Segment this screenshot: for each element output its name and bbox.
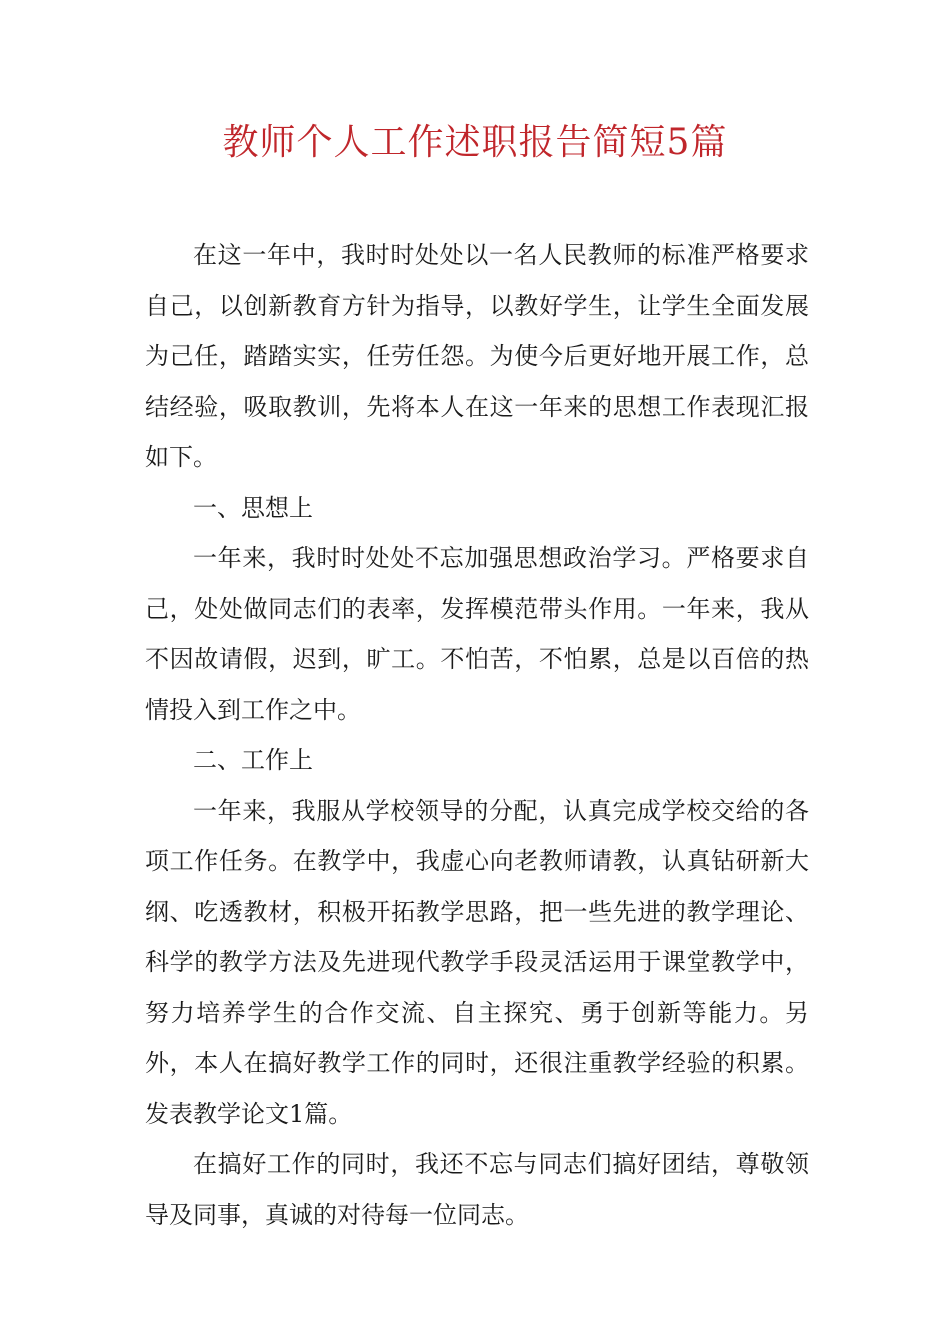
paragraph-intro: 在这一年中，我时时处处以一名人民教师的标准严格要求自己，以创新教育方针为指导，以教好学生，让学生全面发展为己任，踏踏实实，任劳任怨。为使今后更好地开展工作，总结经验，吸取教训，先将本人在这一年来的思想工作表现汇报如下。 — [145, 241, 809, 471]
section-heading-thought: 一、思想上 — [193, 493, 313, 522]
paragraph-thought: 一年来，我时时处处不忘加强思想政治学习。严格要求自己，处处做同志们的表率，发挥模范带头作用。一年来，我从不因故请假，迟到，旷工。不怕苦，不怕累，总是以百倍的热情投入到工作之中。 — [145, 544, 809, 724]
paragraph-work: 一年来，我服从学校领导的分配，认真完成学校交给的各项工作任务。在教学中，我虚心向老教师请教，认真钻研新大纲、吃透教材，积极开拓教学思路，把一些先进的教学理论、科学的教学方法及先进现代教学手段灵活运用于课堂教学中，努力培养学生的合作交流、自主探究、勇于创新等能力。另外，本人在搞好教学工作的同时，还很注重教学经验的积累。发表教学论文1篇。 — [145, 796, 809, 1128]
paragraph-unity: 在搞好工作的同时，我还不忘与同志们搞好团结，尊敬领导及同事，真诚的对待每一位同志。 — [145, 1150, 809, 1229]
section-heading-work: 二、工作上 — [193, 746, 313, 774]
document-body — [145, 230, 809, 1240]
document-title: 教师个人工作述职报告简短5篇 — [222, 122, 728, 163]
